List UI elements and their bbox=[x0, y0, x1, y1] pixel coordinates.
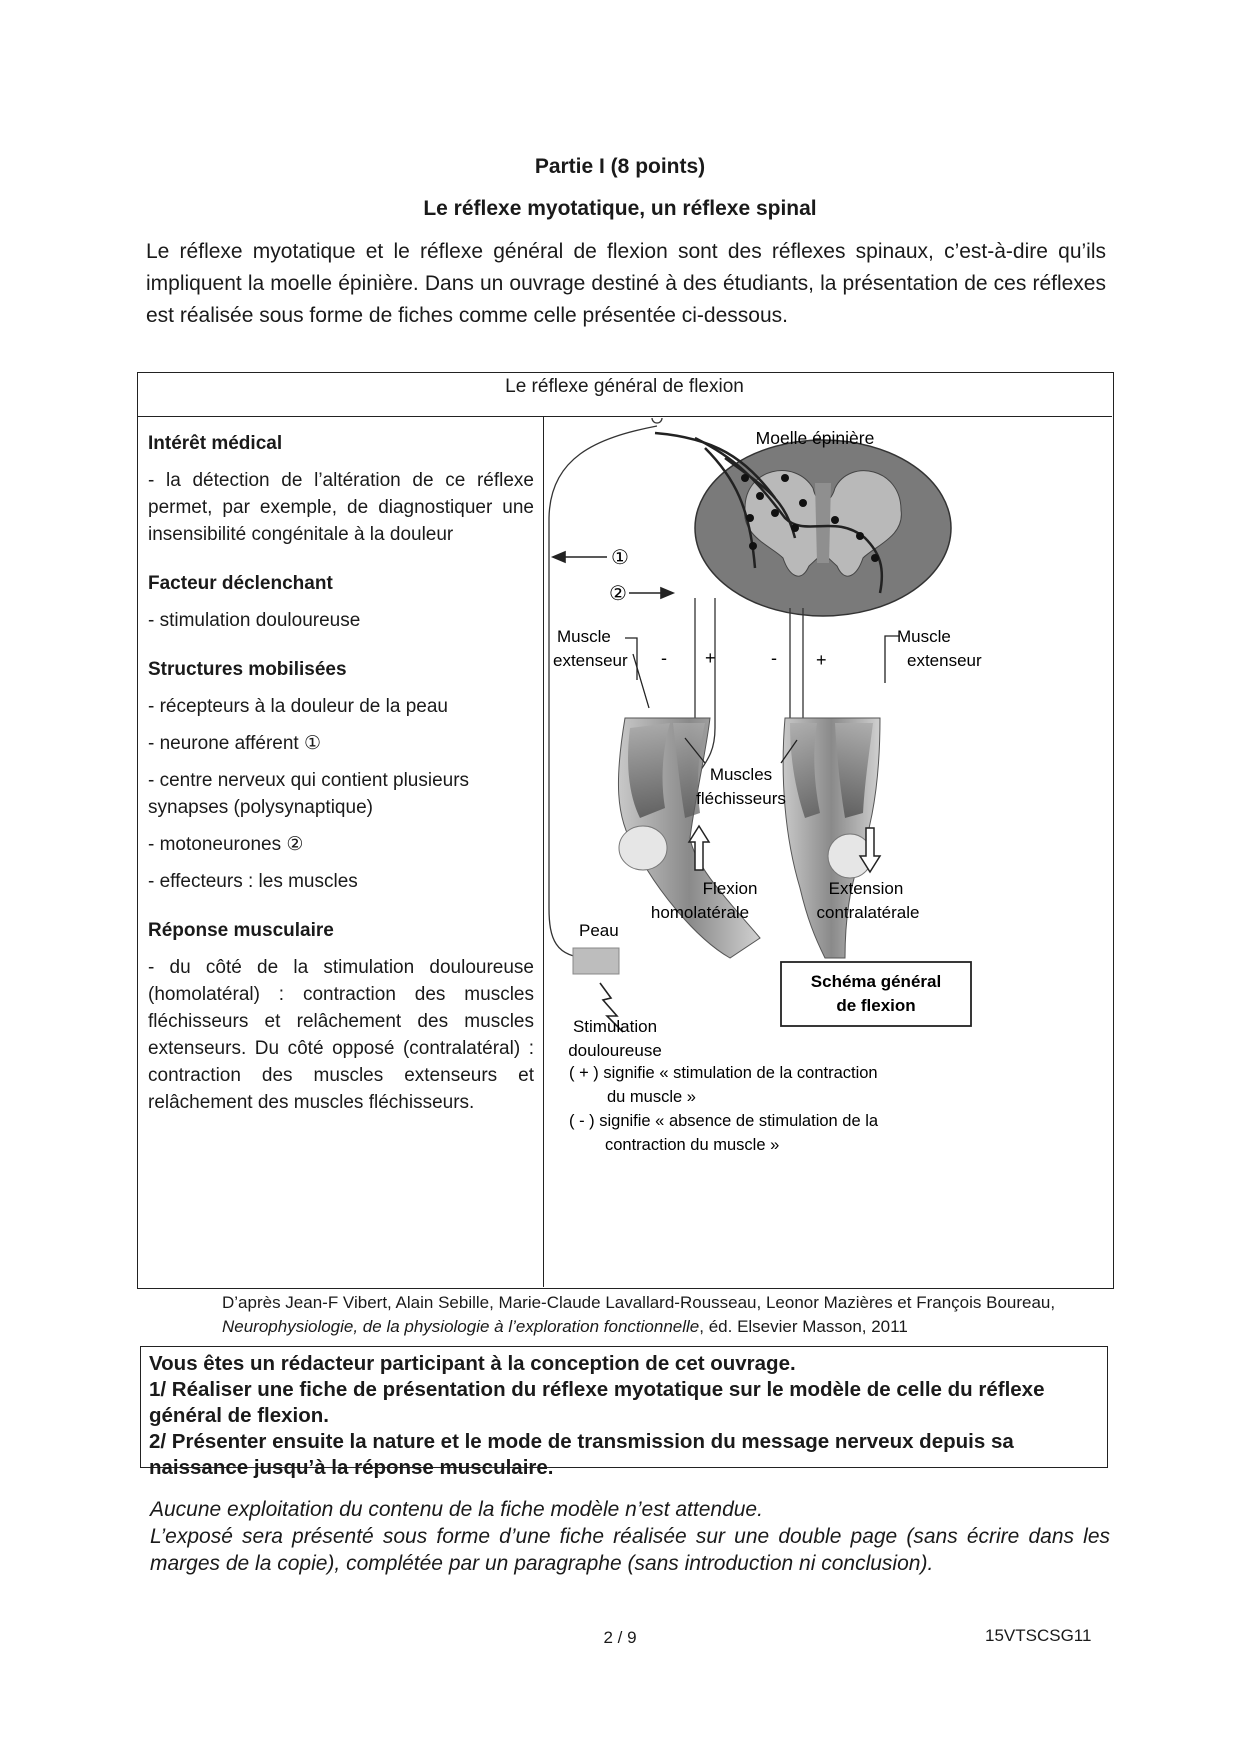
note-line: L’exposé sera présenté sous forme d’une fiche réalisée sur une double page (sans écrire dans les marges de la copie), complétée par un paragraphe (sans introduction ni conclusion). bbox=[150, 1525, 1110, 1575]
page-number: 2 / 9 bbox=[603, 1628, 637, 1647]
extension-label: Extension bbox=[828, 879, 904, 898]
credit-authors: D’après Jean-F Vibert, Alain Sebille, Marie-Claude Lavallard-Rousseau, Leonor Mazières et François Boureau, bbox=[222, 1293, 1056, 1312]
structures-item: - neurone afférent ① bbox=[148, 733, 322, 754]
structures-item: - motoneurones ② bbox=[148, 834, 304, 855]
sheet-title: Le réflexe général de flexion bbox=[505, 376, 744, 397]
sign-plus-left: + bbox=[705, 648, 716, 668]
flexion-reflex-diagram bbox=[545, 418, 1110, 1285]
structures-heading: Structures mobilisées bbox=[148, 659, 347, 680]
leg-homolateral bbox=[618, 718, 760, 958]
instructions-note bbox=[150, 1496, 1110, 1577]
task-line: 2/ Présenter ensuite la nature et le mode de transmission du message nerveux depuis sa naissance jusqu’à la réponse musculaire. bbox=[149, 1430, 1014, 1479]
skin-illustration bbox=[573, 948, 619, 974]
page-subtitle: Le réflexe myotatique, un réflexe spinal bbox=[423, 197, 817, 220]
credit-book-title: Neurophysiologie, de la physiologie à l’exploration fonctionnelle bbox=[222, 1317, 700, 1336]
legend-minus: contraction du muscle » bbox=[605, 1136, 780, 1154]
spinal-cord-illustration bbox=[655, 433, 951, 616]
response-heading: Réponse musculaire bbox=[148, 920, 334, 941]
flexors-label: Muscles bbox=[709, 765, 773, 784]
note-line: Aucune exploitation du contenu de la fiche modèle n’est attendue. bbox=[150, 1498, 763, 1521]
trigger-text: - stimulation douloureuse bbox=[148, 610, 361, 631]
sign-minus-left: - bbox=[661, 648, 667, 668]
flexors-label: fléchisseurs bbox=[696, 789, 786, 808]
sign-minus-right: - bbox=[771, 648, 777, 668]
flexion-label: Flexion bbox=[702, 879, 758, 898]
task-box bbox=[140, 1346, 1108, 1479]
structures-item: - centre nerveux qui contient plusieurs synapses (polysynaptique) bbox=[148, 770, 470, 818]
response-text: - du côté de la stimulation douloureuse (homolatéral) : contraction des muscles fléchisseurs et relâchement des muscles extenseurs. Du côté opposé (contralatéral) : contraction des muscles extenseurs et relâchement des muscles fléchisseurs. bbox=[148, 957, 534, 1113]
muscle-right-label: Muscle bbox=[897, 627, 951, 646]
document-code: 15VTSCSG11 bbox=[985, 1626, 1092, 1645]
structures-item: - effecteurs : les muscles bbox=[148, 871, 358, 892]
sheet-column-divider bbox=[543, 416, 544, 1287]
extension-label: contralatérale bbox=[816, 903, 920, 922]
sheet-left-column bbox=[148, 430, 534, 1116]
trigger-heading: Facteur déclenchant bbox=[148, 573, 333, 594]
legend-minus: ( - ) signifie « absence de stimulation de la bbox=[569, 1112, 879, 1130]
muscle-left-label: Muscle bbox=[557, 627, 611, 646]
legend-plus: du muscle » bbox=[607, 1088, 696, 1106]
sign-plus-right: + bbox=[816, 650, 827, 670]
medical-text: - la détection de l’altération de ce réflexe permet, par exemple, de diagnostiquer une insensibilité congénitale à la douleur bbox=[148, 470, 534, 545]
sheet-divider bbox=[137, 416, 1112, 417]
stimulation-label: douloureuse bbox=[568, 1041, 662, 1060]
schema-title: de flexion bbox=[836, 996, 916, 1015]
credit-publisher: , éd. Elsevier Masson, 2011 bbox=[699, 1317, 908, 1336]
marker-1: ① bbox=[611, 547, 629, 569]
marker-2: ② bbox=[609, 583, 627, 605]
part-title: Partie I (8 points) bbox=[534, 155, 706, 178]
legend-plus: ( + ) signifie « stimulation de la contraction bbox=[569, 1064, 878, 1082]
flexion-label: homolatérale bbox=[650, 903, 750, 922]
muscle-right-label: extenseur bbox=[907, 651, 982, 670]
source-credit bbox=[222, 1291, 1112, 1339]
structures-item: - récepteurs à la douleur de la peau bbox=[148, 696, 448, 717]
skin-label: Peau bbox=[579, 921, 619, 940]
task-line: Vous êtes un rédacteur participant à la conception de cet ouvrage. bbox=[149, 1352, 796, 1375]
schema-title: Schéma général bbox=[810, 972, 942, 991]
intro-paragraph: Le réflexe myotatique et le réflexe général de flexion sont des réflexes spinaux, c’est-à-dire qu’ils impliquent la moelle épinière. Dans un ouvrage destiné à des étudiants, la présentation de ces réflexes est réalisée sous forme de fiches comme celle présentée ci-dessous. bbox=[146, 240, 1106, 327]
muscle-left-label: extenseur bbox=[553, 651, 628, 670]
task-line: 1/ Réaliser une fiche de présentation du réflexe myotatique sur le modèle de celle du réflexe général de flexion. bbox=[149, 1378, 1045, 1427]
spinal-cord-label: Moelle épinière bbox=[755, 428, 875, 448]
medical-heading: Intérêt médical bbox=[148, 433, 283, 454]
stimulation-label: Stimulation bbox=[572, 1017, 658, 1036]
